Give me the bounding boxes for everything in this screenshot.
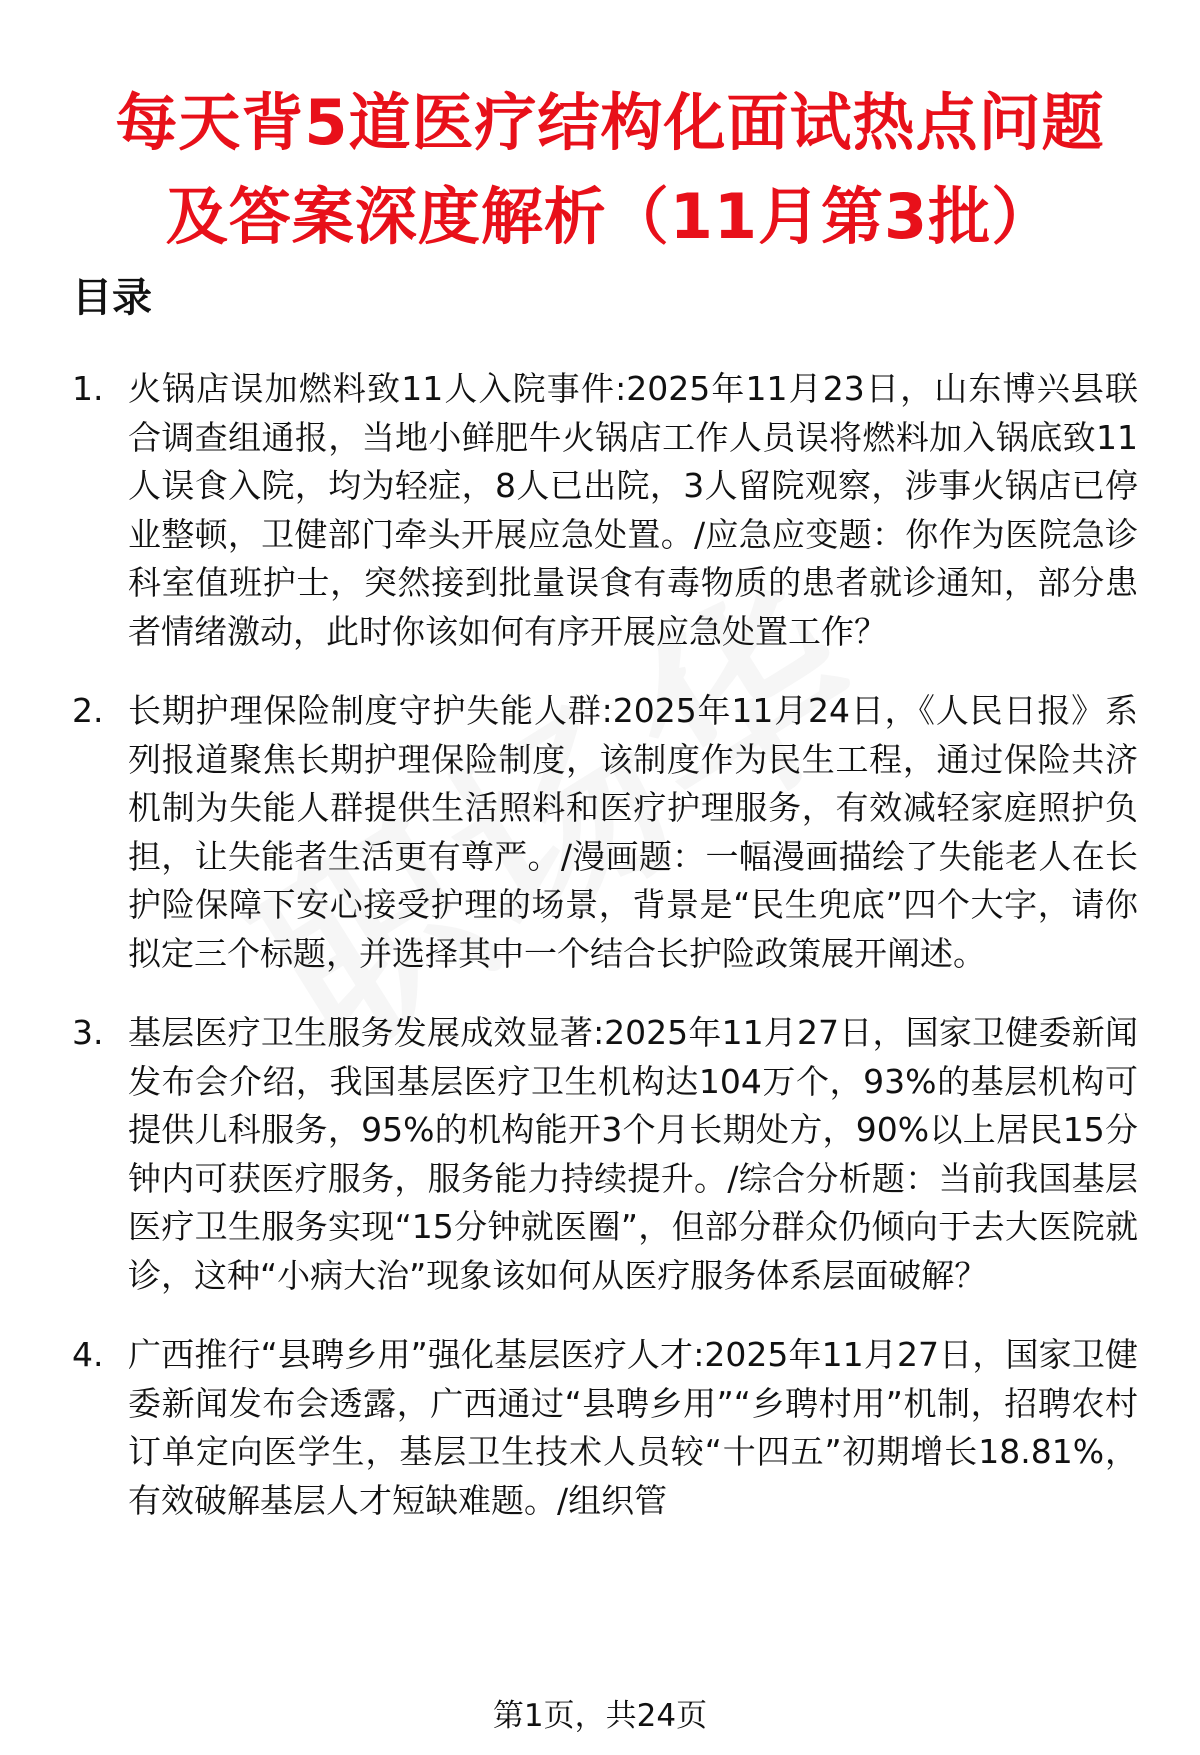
toc-list xyxy=(0,365,1200,1556)
page-indicator: 第1页，共24页 xyxy=(0,1694,1200,1738)
toc-item-number: 1. xyxy=(72,369,104,408)
toc-heading: 目录 xyxy=(72,275,152,321)
toc-item-text: 长期护理保险制度守护失能人群:2025年11月24日，《人民日报》系列报道聚焦长期护理保险制度，该制度作为民生工程，通过保险共济机制为失能人群提供生活照料和医疗护理服务，有效减轻家庭照护负担，让失能者生活更有尊严。/漫画题：一幅漫画描绘了失能老人在长护险保障下安心接受护理的场景，背景是“民生兜底”四个大字，请你拟定三个标题，并选择其中一个结合长护险政策展开阐述。 xyxy=(128,691,1138,973)
toc-item xyxy=(0,1009,1200,1300)
toc-item-number: 3. xyxy=(72,1013,104,1052)
toc-item-text: 火锅店误加燃料致11人入院事件:2025年11月23日，山东博兴县联合调查组通报，当地小鲜肥牛火锅店工作人员误将燃料加入锅底致11人误食入院，均为轻症，8人已出院，3人留院观察，涉事火锅店已停业整顿，卫健部门牵头开展应急处置。/应急应变题：你作为医院急诊科室值班护士，突然接到批量误食有毒物质的患者就诊通知，部分患者情绪激动，此时你该如何有序开展应急处置工作？ xyxy=(128,369,1138,651)
title-line-1: 每天背5道医疗结构化面试热点问题 xyxy=(115,86,1105,159)
title-line-2: 及答案深度解析（11月第3批） xyxy=(165,180,1055,253)
document-title xyxy=(60,76,1160,264)
toc-item xyxy=(0,687,1200,978)
toc-item xyxy=(0,1331,1200,1525)
toc-item-text: 基层医疗卫生服务发展成效显著:2025年11月27日，国家卫健委新闻发布会介绍，我国基层医疗卫生机构达104万个，93%的基层机构可提供儿科服务，95%的机构能开3个月长期处方，90%以上居民15分钟内可获医疗服务，服务能力持续提升。/综合分析题：当前我国基层医疗卫生服务实现“15分钟就医圈”，但部分群众仍倾向于去大医院就诊，这种“小病大治”现象该如何从医疗服务体系层面破解？ xyxy=(128,1013,1138,1295)
toc-item-number: 4. xyxy=(72,1335,104,1374)
toc-item-text: 广西推行“县聘乡用”强化基层医疗人才:2025年11月27日，国家卫健委新闻发布会透露，广西通过“县聘乡用”“乡聘村用”机制，招聘农村订单定向医学生，基层卫生技术人员较“十四五”初期增长18.81%，有效破解基层人才短缺难题。/组织管 xyxy=(128,1335,1138,1520)
toc-item-number: 2. xyxy=(72,691,104,730)
toc-item xyxy=(0,365,1200,656)
